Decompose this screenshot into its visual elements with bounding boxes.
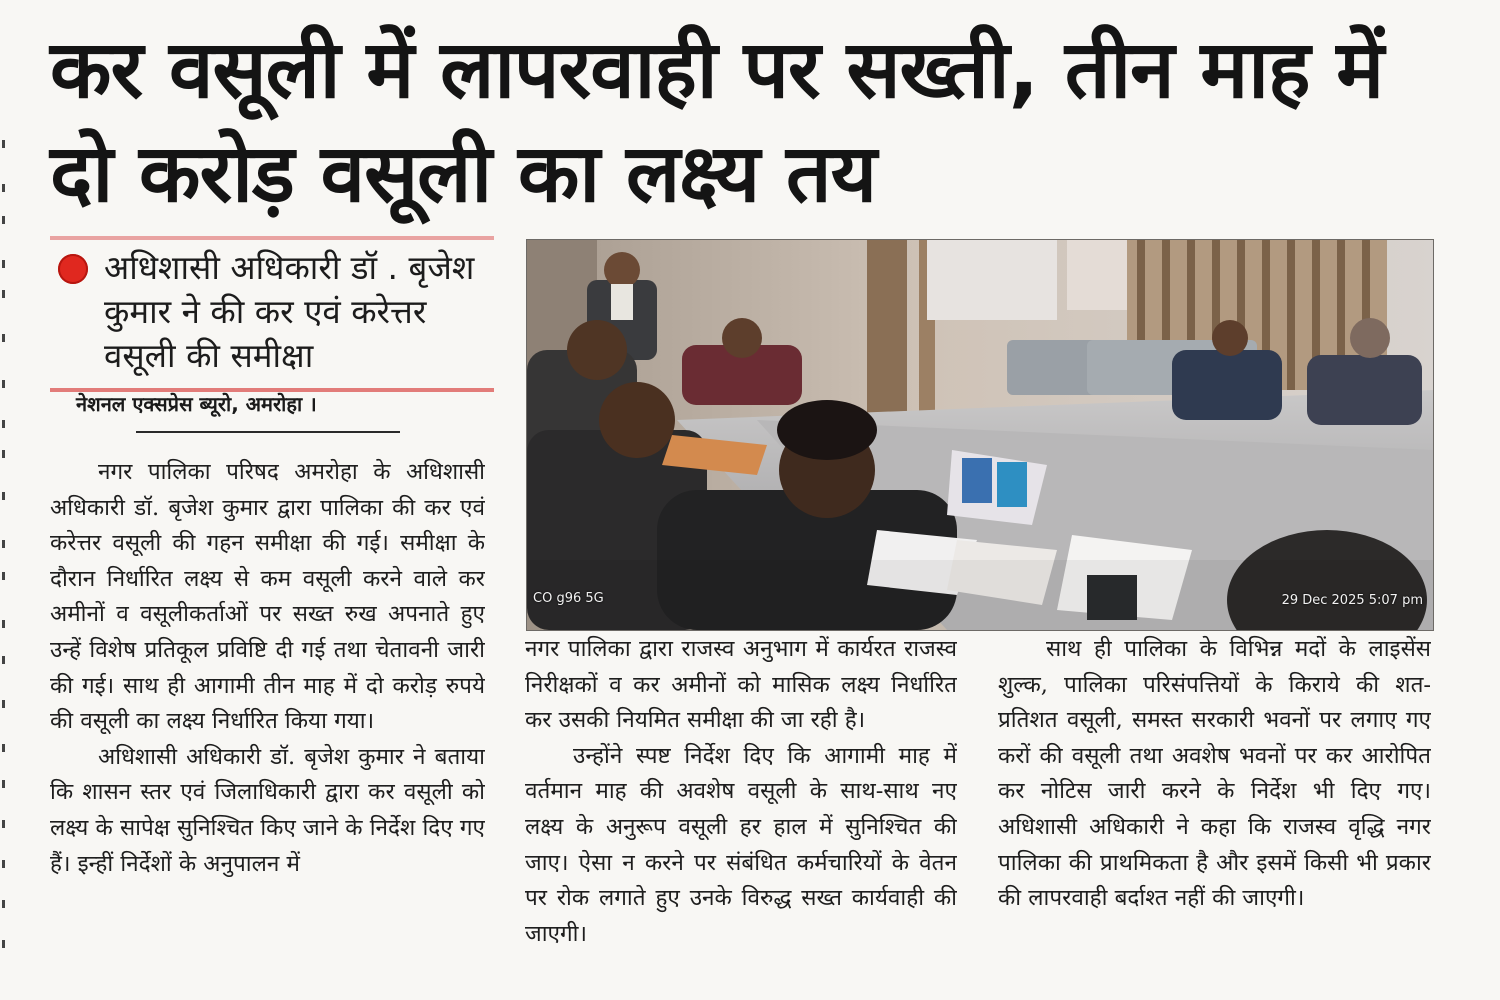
article-column-2 [525, 632, 957, 1000]
paragraph: साथ ही पालिका के विभिन्न मदों के लाइसेंस शुल्क, पालिका परिसंपत्तियों के किराये की शत-प्रतिशत वसूली, समस्त सरकारी भवनों पर लगाए गए करों की वसूली तथा अवशेष भवनों पर कर आरोपित कर नोटिस जारी करने के निर्देश भी दिए गए। अधिशासी अधिकारी ने कहा कि राजस्व वृद्धि नगर पालिका की प्राथमिकता है और इसमें किसी भी प्रकार की लापरवाही बर्दाश्त नहीं की जाएगी। [998, 636, 1431, 912]
byline: नेशनल एक्सप्रेस ब्यूरो, अमरोहा । [76, 392, 317, 416]
headline: कर वसूली में लापरवाही पर सख्ती, तीन माह में दो करोड़ वसूली का लक्ष्य तय [50, 23, 1384, 220]
byline-divider [136, 431, 400, 433]
red-bullet-icon [58, 254, 88, 284]
paragraph: नगर पालिका द्वारा राजस्व अनुभाग में कार्यरत राजस्व निरीक्षकों व कर अमीनों को मासिक लक्ष्य निर्धारित कर उसकी नियमित समीक्षा की जा रही है। [525, 636, 957, 734]
paragraph: उन्होंने स्पष्ट निर्देश दिए कि आगामी माह में वर्तमान माह की अवशेष वसूली के साथ-साथ नए लक्ष्य के अनुरूप वसूली हर हाल में सुनिश्चित की जाए। ऐसा न करने पर संबंधित कर्मचारियों के वेतन पर रोक लगाते हुए उनके विरुद्ध सख्त कार्यवाही की जाएगी। [525, 742, 957, 947]
paragraph: नगर पालिका परिषद अमरोहा के अधिशासी अधिकारी डॉ. बृजेश कुमार द्वारा पालिका की कर एवं करेत्तर वसूली की गहन समीक्षा की गई। समीक्षा के दौरान निर्धारित लक्ष्य से कम वसूली करने वाले कर अमीनों व वसूलीकर्ताओं पर सख्त रुख अपनाते हुए उन्हें विशेष प्रतिकूल प्रविष्टि दी गई तथा चेतावनी जारी की गई। साथ ही आगामी तीन माह में दो करोड़ रुपये की वसूली का लक्ष्य निर्धारित किया गया। [50, 459, 485, 735]
deck-text: अधिशासी अधिकारी डॉ . बृजेश कुमार ने की कर एवं करेत्तर वसूली की समीक्षा [104, 248, 475, 375]
photo-date-stamp: 29 Dec 2025 5:07 pm [1281, 593, 1423, 608]
article-column-1 [50, 455, 485, 1000]
page-gutter-marks [0, 120, 10, 1000]
deck-box [50, 236, 494, 392]
meeting-photo-illustration [527, 240, 1433, 630]
article-column-3 [998, 632, 1431, 1000]
meeting-photo [526, 239, 1434, 631]
photo-camera-stamp: CO g96 5G [533, 591, 604, 606]
paragraph: अधिशासी अधिकारी डॉ. बृजेश कुमार ने बताया कि शासन स्तर एवं जिलाधिकारी द्वारा कर वसूली को लक्ष्य के सापेक्ष सुनिश्चित किए जाने के निर्देश दिए गए हैं। इन्हीं निर्देशों के अनुपालन में [50, 743, 485, 877]
